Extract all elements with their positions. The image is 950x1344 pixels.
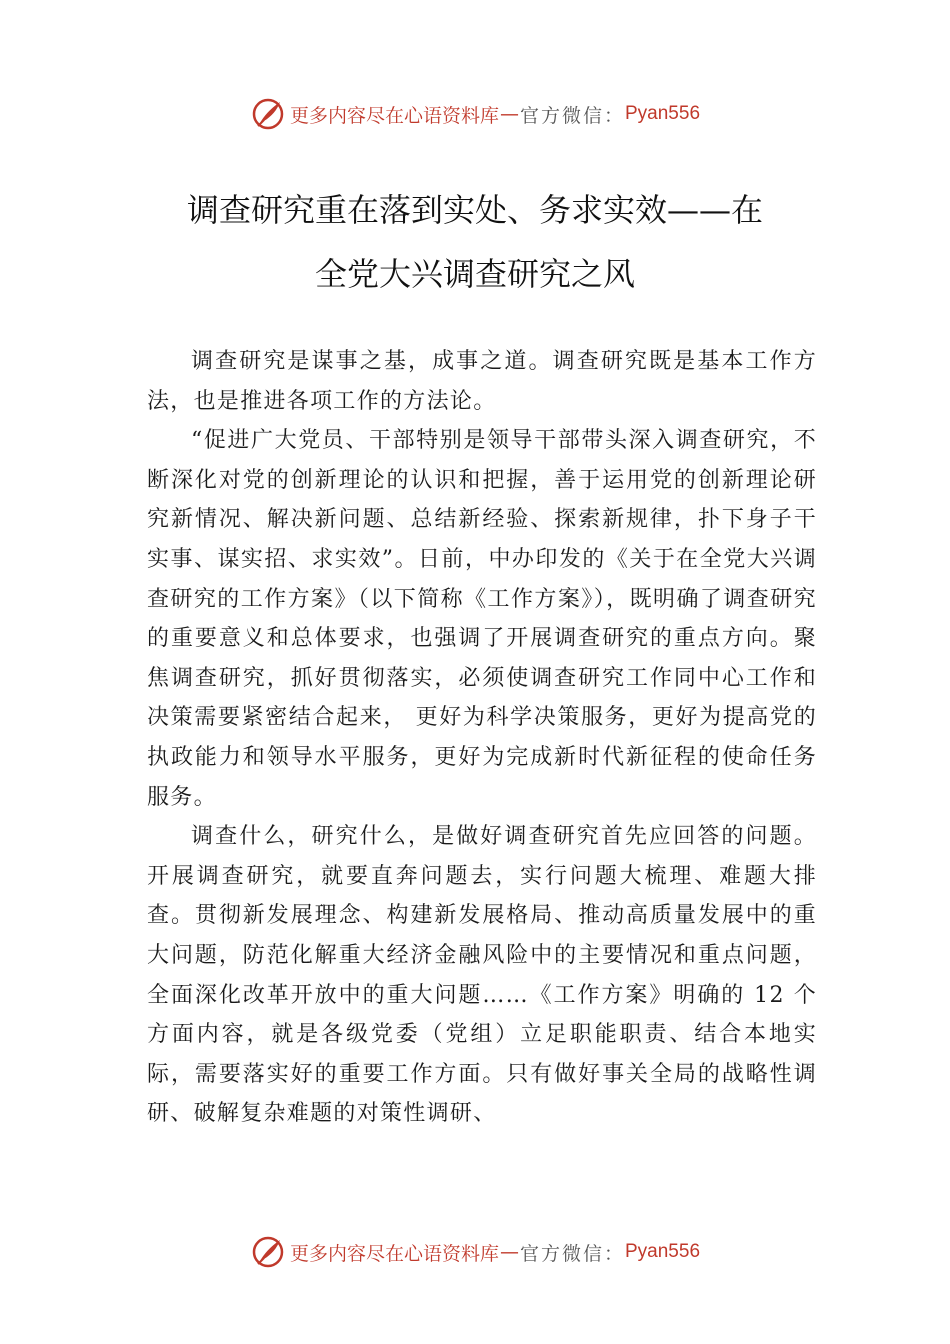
title-line-2: 全党大兴调查研究之风 [314,255,635,293]
footer-brand-text: 更多内容尽在心语资料库 [289,1242,499,1265]
paragraph-1: 调查研究是谋事之基，成事之道。调查研究既是基本工作方法，也是推进各项工作的方法论。 [147,349,817,414]
banner-separator: — [499,103,519,125]
quill-pen-logo-icon [250,1234,286,1270]
footer-wechat-handle: Pyan556 [625,1241,701,1262]
paragraph-2: “促进广大党员、干部特别是领导干部带头深入调查研究，不断深化对党的创新理论的认识和把握，善于运用党的创新理论研究新情况、解决新问题、总结新经验、探索新规律，扑下身子干实事、谋实招、求实效”。日前，中办印发的《关于在全党大兴调查研究的工作方案》（以下简称《工作方案》），既明确了调查研究的重要意义和总体要求，也强调了开展调查研究的重点方向。聚焦调查研究，抓好贯彻落实，必须使调查研究工作同中心工作和决策需要紧密结合起来， 更好为科学决策服务，更好为提高党的执政能力和领导水平服务，更好为完成新时代新征程的使命任务服务。 [147,428,817,810]
footer-official-label: 官方微信： [519,1242,625,1265]
footer-separator: — [499,1241,519,1263]
quill-pen-logo-icon [250,96,286,132]
header-banner [0,94,950,134]
banner-brand-text: 更多内容尽在心语资料库 [289,104,499,127]
banner-wechat-handle: Pyan556 [625,103,701,124]
document-body [147,342,817,1134]
banner-official-label: 官方微信： [519,104,625,127]
title-line-1: 调查研究重在落到实处、务求实效——在 [186,191,763,229]
paragraph-3: 调查什么，研究什么，是做好调查研究首先应回答的问题。开展调查研究，就要直奔问题去，实行问题大梳理、难题大排查。贯彻新发展理念、构建新发展格局、推动高质量发展中的重大问题，防范化解重大经济金融风险中的主要情况和重点问题，全面深化改革开放中的重大问题……《工作方案》明确的 12 个方面内容，就是各级党委（党组）立足职能职责、结合本地实际，需要落实好的重要工作方面。只有做好事关全局的战略性调研、破解复杂难题的对策性调研、 [147,824,817,1127]
footer-banner [0,1232,950,1272]
document-title [120,178,830,306]
